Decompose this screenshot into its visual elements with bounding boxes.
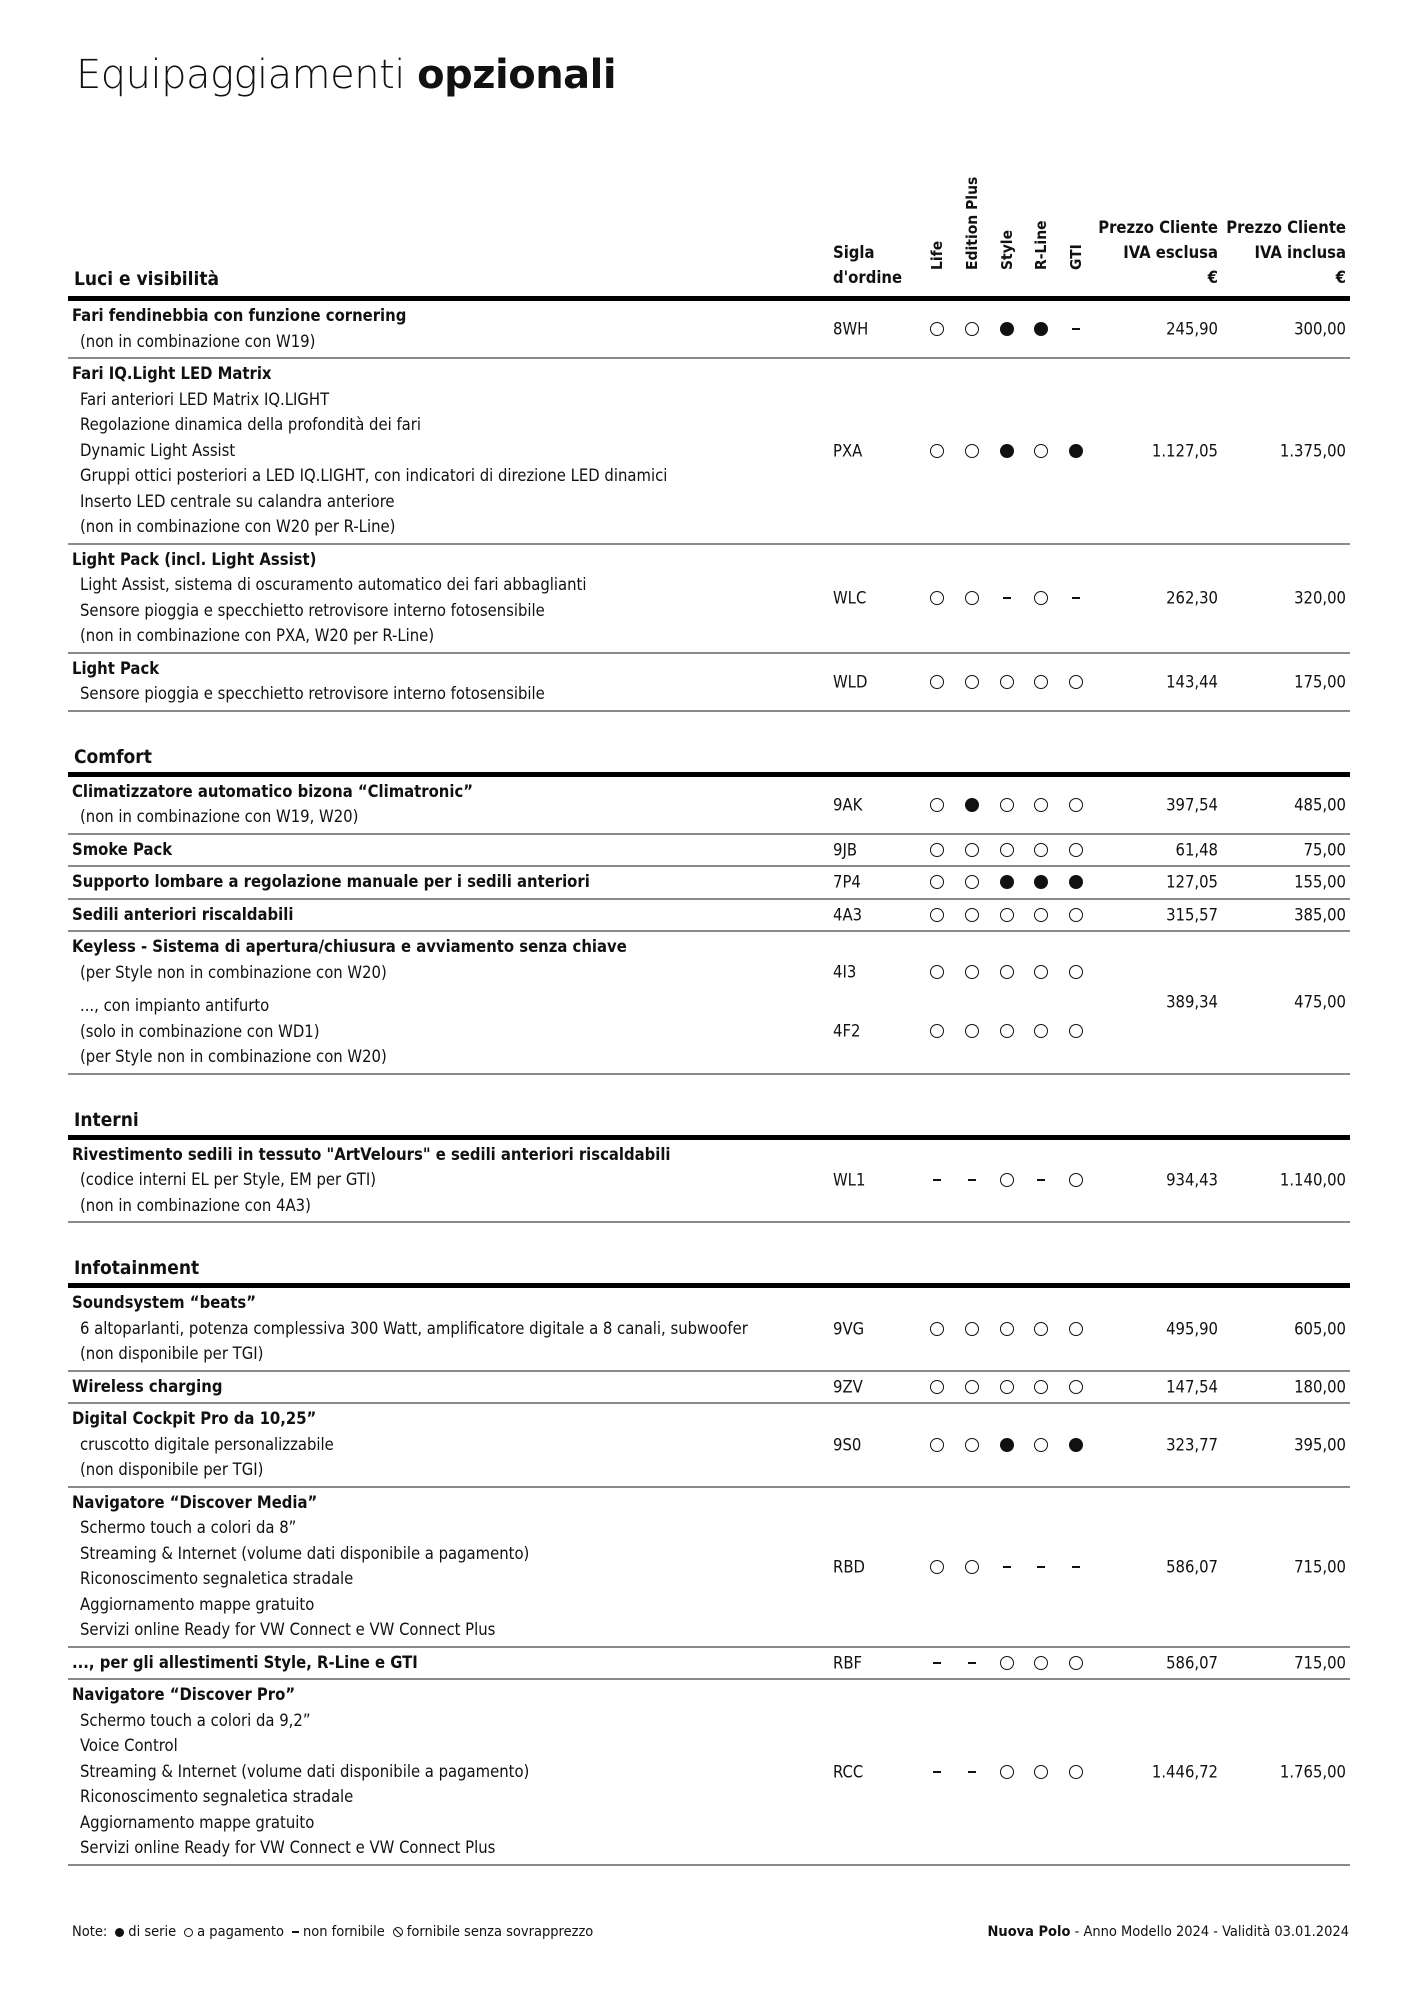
option-detail: (per Style non in combinazione con W20) xyxy=(80,1047,387,1066)
optional-circle-icon xyxy=(1069,908,1083,922)
optional-circle-icon xyxy=(965,965,979,979)
optional-circle-icon xyxy=(1069,1173,1083,1187)
optional-circle-icon xyxy=(965,675,979,689)
option-name: Keyless - Sistema di apertura/chiusura e avviamento senza chiave xyxy=(72,937,627,956)
option-detail: (non disponibile per TGI) xyxy=(80,1460,264,1479)
not-available-dash-icon xyxy=(933,1662,941,1664)
standard-dot-icon xyxy=(1000,444,1014,458)
table-row xyxy=(68,932,1350,1075)
optional-circle-icon xyxy=(930,798,944,812)
option-name: Smoke Pack xyxy=(72,839,173,859)
optional-circle-icon xyxy=(930,1380,944,1394)
optional-circle-icon xyxy=(965,1024,979,1038)
table-row xyxy=(68,545,1350,654)
option-name: Fari IQ.Light LED Matrix xyxy=(72,364,272,383)
price-incl-vat: 180,00 xyxy=(1294,1377,1346,1397)
order-code: RBD xyxy=(833,1557,865,1576)
option-detail: Schermo touch a colori da 8” xyxy=(80,1518,297,1537)
optional-circle-icon xyxy=(1000,1024,1014,1038)
optional-circle-icon xyxy=(965,1560,979,1574)
option-detail: Inserto LED centrale su calandra anteriore xyxy=(80,491,395,511)
standard-dot-icon xyxy=(965,798,979,812)
optional-circle-icon xyxy=(1000,843,1014,857)
optional-circle-icon xyxy=(1000,798,1014,812)
title-light: Equipaggiamenti xyxy=(76,52,418,98)
standard-dot-icon xyxy=(115,1928,124,1937)
optional-circle-icon xyxy=(965,591,979,605)
option-detail: Riconoscimento segnaletica stradale xyxy=(80,1787,354,1806)
order-code: 4I3 xyxy=(833,962,857,982)
table-row xyxy=(68,359,1350,545)
option-detail: ..., con impianto antifurto xyxy=(80,996,270,1015)
optional-circle-icon xyxy=(930,908,944,922)
option-name: Climatizzatore automatico bizona “Climatronic” xyxy=(72,781,474,801)
option-detail: cruscotto digitale personalizzabile xyxy=(80,1434,334,1454)
standard-dot-icon xyxy=(1069,1438,1083,1452)
optional-circle-icon xyxy=(965,444,979,458)
price-excl-vat: 1.446,72 xyxy=(1151,1762,1218,1782)
standard-dot-icon xyxy=(1034,322,1048,336)
section-header xyxy=(68,1075,1350,1140)
option-detail: (non in combinazione con 4A3) xyxy=(80,1195,311,1215)
price-incl-vat: 715,00 xyxy=(1294,1557,1346,1576)
price-excl-label: € xyxy=(1207,268,1218,287)
optional-circle-icon xyxy=(1034,1438,1048,1452)
section-title: Interni xyxy=(74,1108,139,1131)
optional-circle-icon xyxy=(1034,444,1048,458)
option-detail: (non in combinazione con W20 per R-Line) xyxy=(80,517,396,536)
option-name: Supporto lombare a regolazione manuale per i sedili anteriori xyxy=(72,872,590,891)
title-bold: opzionali xyxy=(417,52,617,98)
not-available-dash-icon xyxy=(1003,597,1011,599)
legend xyxy=(72,1924,593,1940)
option-detail: (non in combinazione con W19, W20) xyxy=(80,807,359,826)
price-incl-vat: 395,00 xyxy=(1294,1435,1346,1455)
optional-circle-icon xyxy=(1000,1322,1014,1336)
optional-circle-icon xyxy=(1034,1322,1048,1336)
price-excl-vat: 495,90 xyxy=(1166,1319,1218,1339)
option-name: Light Pack xyxy=(72,658,160,678)
trim-label: R-Line xyxy=(1032,220,1050,270)
option-detail: (non in combinazione con W19) xyxy=(80,331,316,351)
order-code: WLD xyxy=(833,672,868,691)
free-option-icon xyxy=(393,1927,403,1937)
option-name: Fari fendinebbia con funzione cornering xyxy=(72,306,407,325)
option-name: Light Pack (incl. Light Assist) xyxy=(72,549,317,569)
table-row xyxy=(68,1140,1350,1224)
price-excl-vat: 397,54 xyxy=(1166,795,1218,814)
optional-circle-icon xyxy=(930,591,944,605)
column-sigla xyxy=(833,240,902,290)
price-incl-vat: 155,00 xyxy=(1294,872,1346,892)
optional-circle-icon xyxy=(1069,843,1083,857)
table-row xyxy=(68,835,1350,868)
legend-label: di serie xyxy=(128,1924,177,1940)
optional-circle-icon xyxy=(1069,965,1083,979)
optional-circle-icon xyxy=(1034,1380,1048,1394)
order-code: 9S0 xyxy=(833,1435,862,1455)
section-title: Comfort xyxy=(74,745,152,768)
optional-circle-icon xyxy=(1034,1656,1048,1670)
table-row xyxy=(68,1488,1350,1648)
option-name: Navigatore “Discover Pro” xyxy=(72,1685,296,1704)
optional-circle-icon xyxy=(1069,798,1083,812)
not-available-dash-icon xyxy=(1003,1566,1011,1568)
option-name: Rivestimento sedili in tessuto "ArtVelours" e sedili anteriori riscaldabili xyxy=(72,1144,671,1164)
standard-dot-icon xyxy=(1000,322,1014,336)
order-code: 4F2 xyxy=(833,1021,861,1041)
optional-circle-icon xyxy=(1034,843,1048,857)
order-code: 9AK xyxy=(833,795,863,814)
option-name: Navigatore “Discover Media” xyxy=(72,1492,318,1512)
trim-label: Edition Plus xyxy=(963,176,981,270)
option-variant xyxy=(68,960,1350,986)
sigla-label: Sigla xyxy=(833,243,875,262)
option-detail: Regolazione dinamica della profondità dei fari xyxy=(80,415,421,434)
standard-dot-icon xyxy=(1000,875,1014,889)
optional-circle-icon xyxy=(1069,1024,1083,1038)
trim-column-3 xyxy=(1032,178,1052,288)
trim-label: Life xyxy=(928,240,946,270)
option-detail: Aggiornamento mappe gratuito xyxy=(80,1812,315,1832)
price-excl-vat: 1.127,05 xyxy=(1151,441,1218,461)
not-available-dash-icon xyxy=(968,1771,976,1773)
option-detail: (solo in combinazione con WD1) xyxy=(80,1021,320,1041)
price-incl-vat: 605,00 xyxy=(1294,1319,1346,1339)
optional-circle-icon xyxy=(930,965,944,979)
price-incl-vat: 1.140,00 xyxy=(1279,1170,1346,1190)
optional-circle-icon xyxy=(930,1322,944,1336)
option-name: Soundsystem “beats” xyxy=(72,1293,256,1312)
sigla-label: d'ordine xyxy=(833,268,903,287)
model-name: Nuova Polo xyxy=(987,1924,1071,1940)
not-available-dash-icon xyxy=(292,1931,299,1933)
price-incl-vat: 715,00 xyxy=(1294,1653,1346,1673)
price-incl-label: Prezzo Cliente xyxy=(1226,218,1346,237)
option-detail: (non in combinazione con PXA, W20 per R-Line) xyxy=(80,626,435,645)
not-available-dash-icon xyxy=(933,1179,941,1181)
optional-circle-icon xyxy=(184,1928,193,1937)
option-detail: (codice interni EL per Style, EM per GTI) xyxy=(80,1170,377,1189)
optional-circle-icon xyxy=(930,1024,944,1038)
footer-model-info xyxy=(987,1924,1349,1940)
not-available-dash-icon xyxy=(1072,597,1080,599)
optional-circle-icon xyxy=(930,843,944,857)
price-excl-vat: 245,90 xyxy=(1166,319,1218,339)
price-incl-vat: 385,00 xyxy=(1294,905,1346,925)
option-detail: Voice Control xyxy=(80,1736,178,1755)
section-title: Luci e visibilità xyxy=(74,268,220,290)
option-detail: Riconoscimento segnaletica stradale xyxy=(80,1569,354,1588)
optional-circle-icon xyxy=(930,322,944,336)
price-incl-label: IVA inclusa xyxy=(1254,243,1346,262)
not-available-dash-icon xyxy=(933,1771,941,1773)
model-validity: - Anno Modello 2024 - Validità 03.01.2024 xyxy=(1070,1924,1349,1940)
note-label: Note: xyxy=(72,1924,108,1940)
trim-label: Style xyxy=(998,229,1016,270)
trim-label: GTI xyxy=(1067,244,1085,270)
optional-circle-icon xyxy=(930,1560,944,1574)
price-excl-vat: 127,05 xyxy=(1166,872,1218,892)
optional-circle-icon xyxy=(930,1438,944,1452)
table-header xyxy=(68,176,1350,301)
section-header xyxy=(68,1223,1350,1288)
option-detail: Schermo touch a colori da 9,2” xyxy=(80,1710,311,1730)
table-row xyxy=(68,301,1350,359)
price-incl-vat: 75,00 xyxy=(1303,840,1346,860)
optional-circle-icon xyxy=(1000,908,1014,922)
table-row xyxy=(68,1680,1350,1866)
order-code: 9JB xyxy=(833,840,858,860)
price-incl-vat: 1.765,00 xyxy=(1279,1762,1346,1782)
optional-circle-icon xyxy=(930,444,944,458)
option-detail: Servizi online Ready for VW Connect e VW Connect Plus xyxy=(80,1838,496,1857)
standard-dot-icon xyxy=(1069,875,1083,889)
table-row xyxy=(68,867,1350,900)
price-excl-label: Prezzo Cliente xyxy=(1098,218,1218,237)
optional-circle-icon xyxy=(965,908,979,922)
optional-circle-icon xyxy=(965,1322,979,1336)
standard-dot-icon xyxy=(1034,875,1048,889)
option-detail: 6 altoparlanti, potenza complessiva 300 Watt, amplificatore digitale a 8 canali, subwoofer xyxy=(80,1318,748,1338)
not-available-dash-icon xyxy=(1037,1179,1045,1181)
options-table xyxy=(68,176,1350,1866)
option-detail: Streaming & Internet (volume dati disponibile a pagamento) xyxy=(80,1543,530,1563)
order-code: 7P4 xyxy=(833,872,861,892)
optional-circle-icon xyxy=(1034,1765,1048,1779)
legend-label: non fornibile xyxy=(302,1924,385,1940)
optional-circle-icon xyxy=(965,1438,979,1452)
order-code: 8WH xyxy=(833,319,869,339)
column-price-excl xyxy=(1098,215,1218,290)
option-name: Wireless charging xyxy=(72,1376,223,1396)
option-name: Sedili anteriori riscaldabili xyxy=(72,904,294,924)
optional-circle-icon xyxy=(965,322,979,336)
not-available-dash-icon xyxy=(968,1662,976,1664)
order-code: 9ZV xyxy=(833,1377,863,1397)
order-code: RCC xyxy=(833,1762,864,1782)
order-code: WLC xyxy=(833,588,867,608)
price-incl-vat: 485,00 xyxy=(1294,795,1346,814)
price-incl-label: € xyxy=(1335,268,1346,287)
price-incl-vat: 175,00 xyxy=(1294,672,1346,691)
price-incl-vat: 320,00 xyxy=(1294,588,1346,608)
optional-circle-icon xyxy=(965,843,979,857)
optional-circle-icon xyxy=(1034,908,1048,922)
price-incl-vat: 1.375,00 xyxy=(1279,441,1346,461)
table-row xyxy=(68,654,1350,712)
price-excl-vat: 323,77 xyxy=(1166,1435,1218,1455)
optional-circle-icon xyxy=(1000,1765,1014,1779)
not-available-dash-icon xyxy=(968,1179,976,1181)
optional-circle-icon xyxy=(930,875,944,889)
optional-circle-icon xyxy=(1034,798,1048,812)
standard-dot-icon xyxy=(1000,1438,1014,1452)
optional-circle-icon xyxy=(1069,1380,1083,1394)
price-excl-label: IVA esclusa xyxy=(1123,243,1218,262)
legend-label: fornibile senza sovrapprezzo xyxy=(406,1924,594,1940)
trim-column-1 xyxy=(963,178,983,288)
optional-circle-icon xyxy=(1034,1024,1048,1038)
price-incl-vat: 475,00 xyxy=(1294,992,1346,1012)
option-detail: Gruppi ottici posteriori a LED IQ.LIGHT, con indicatori di direzione LED dinamici xyxy=(80,466,668,485)
price-excl-vat: 315,57 xyxy=(1166,905,1218,925)
optional-circle-icon xyxy=(930,675,944,689)
order-code: RBF xyxy=(833,1653,863,1673)
optional-circle-icon xyxy=(1000,1656,1014,1670)
price-excl-vat: 586,07 xyxy=(1166,1557,1218,1576)
standard-dot-icon xyxy=(1069,444,1083,458)
table-row xyxy=(68,1372,1350,1405)
price-excl-vat: 143,44 xyxy=(1166,672,1218,691)
option-detail: Aggiornamento mappe gratuito xyxy=(80,1594,315,1614)
price-excl-vat: 61,48 xyxy=(1175,840,1218,860)
option-name: Digital Cockpit Pro da 10,25” xyxy=(72,1409,317,1428)
optional-circle-icon xyxy=(1000,1380,1014,1394)
optional-circle-icon xyxy=(1069,1322,1083,1336)
optional-circle-icon xyxy=(965,1380,979,1394)
order-code: PXA xyxy=(833,441,863,461)
table-row xyxy=(68,1288,1350,1372)
optional-circle-icon xyxy=(1034,965,1048,979)
option-detail: Light Assist, sistema di oscuramento automatico dei fari abbaglianti xyxy=(80,575,587,594)
price-incl-vat: 300,00 xyxy=(1294,319,1346,339)
trim-column-2 xyxy=(998,178,1018,288)
not-available-dash-icon xyxy=(1037,1566,1045,1568)
optional-circle-icon xyxy=(1000,675,1014,689)
price-excl-vat: 262,30 xyxy=(1166,588,1218,608)
option-detail: Dynamic Light Assist xyxy=(80,440,236,460)
price-excl-vat: 147,54 xyxy=(1166,1377,1218,1397)
not-available-dash-icon xyxy=(1072,1566,1080,1568)
table-row xyxy=(68,1404,1350,1488)
order-code: 4A3 xyxy=(833,905,863,925)
table-row xyxy=(68,1648,1350,1681)
price-excl-vat: 934,43 xyxy=(1166,1170,1218,1190)
section-header xyxy=(68,712,1350,777)
option-detail: (per Style non in combinazione con W20) xyxy=(80,962,387,982)
option-detail: (non disponibile per TGI) xyxy=(80,1344,264,1363)
optional-circle-icon xyxy=(965,875,979,889)
legend-label: a pagamento xyxy=(197,1924,284,1940)
order-code: 9VG xyxy=(833,1319,865,1339)
table-row xyxy=(68,900,1350,933)
option-detail: Sensore pioggia e specchietto retrovisore interno fotosensibile xyxy=(80,600,545,620)
not-available-dash-icon xyxy=(1072,328,1080,330)
optional-circle-icon xyxy=(1000,965,1014,979)
section-title: Infotainment xyxy=(74,1257,200,1279)
option-name: ..., per gli allestimenti Style, R-Line e GTI xyxy=(72,1652,418,1672)
option-detail: Sensore pioggia e specchietto retrovisore interno fotosensibile xyxy=(80,684,545,703)
optional-circle-icon xyxy=(1069,675,1083,689)
price-excl-vat: 586,07 xyxy=(1166,1653,1218,1673)
option-detail: Fari anteriori LED Matrix IQ.LIGHT xyxy=(80,389,330,409)
optional-circle-icon xyxy=(1000,1173,1014,1187)
option-detail: Streaming & Internet (volume dati disponibile a pagamento) xyxy=(80,1761,530,1781)
price-excl-vat: 389,34 xyxy=(1166,992,1218,1012)
page-title xyxy=(76,52,616,98)
optional-circle-icon xyxy=(1069,1765,1083,1779)
optional-circle-icon xyxy=(1034,591,1048,605)
trim-column-4 xyxy=(1067,178,1087,288)
column-price-incl xyxy=(1226,215,1346,290)
table-row xyxy=(68,777,1350,835)
trim-column-0 xyxy=(928,178,948,288)
optional-circle-icon xyxy=(1034,675,1048,689)
option-detail: Servizi online Ready for VW Connect e VW Connect Plus xyxy=(80,1620,496,1639)
order-code: WL1 xyxy=(833,1170,866,1190)
optional-circle-icon xyxy=(1069,1656,1083,1670)
